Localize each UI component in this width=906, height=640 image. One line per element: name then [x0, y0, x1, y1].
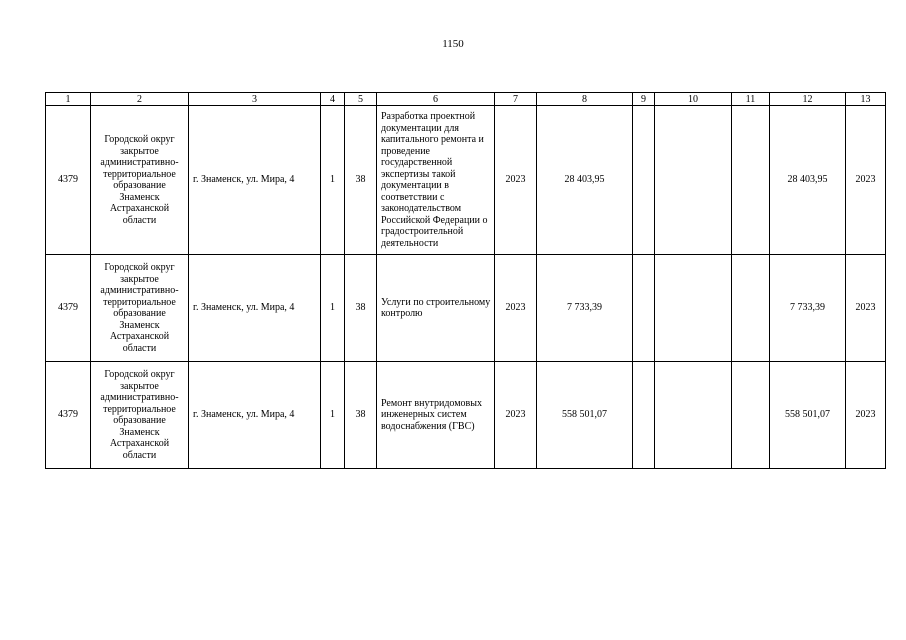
cell-col4: 1 — [321, 362, 345, 469]
cell-end-year: 2023 — [846, 106, 886, 255]
cell-address: г. Знаменск, ул. Мира, 4 — [189, 362, 321, 469]
cell-total: 558 501,07 — [770, 362, 846, 469]
cell-col9 — [633, 255, 655, 362]
header-row — [46, 93, 886, 106]
cell-work-type: Услуги по строительному контролю — [377, 255, 495, 362]
column-header: 8 — [537, 93, 633, 106]
cell-total: 7 733,39 — [770, 255, 846, 362]
cell-municipality: Городской округ закрытое административно-территориальное образование Знаменск Астраханской области — [91, 362, 189, 469]
cell-year: 2023 — [495, 362, 537, 469]
cell-id: 4379 — [46, 362, 91, 469]
column-header: 2 — [91, 93, 189, 106]
cell-work-type: Разработка проектной документации для капитального ремонта и проведение государственной экспертизы такой документации в соответствии с законодательством Российской Федерации о градостроительной деятельности — [377, 106, 495, 255]
column-header: 4 — [321, 93, 345, 106]
column-header: 13 — [846, 93, 886, 106]
cell-address: г. Знаменск, ул. Мира, 4 — [189, 106, 321, 255]
cell-cost: 7 733,39 — [537, 255, 633, 362]
cell-cost: 28 403,95 — [537, 106, 633, 255]
cell-id: 4379 — [46, 255, 91, 362]
table-row — [46, 362, 886, 469]
cell-col11 — [732, 255, 770, 362]
page-number: 1150 — [442, 38, 464, 50]
cell-municipality: Городской округ закрытое административно-территориальное образование Знаменск Астраханской области — [91, 255, 189, 362]
table-row — [46, 255, 886, 362]
cell-work-type: Ремонт внутридомовых инженерных систем водоснабжения (ГВС) — [377, 362, 495, 469]
column-header: 6 — [377, 93, 495, 106]
cell-col10 — [655, 362, 732, 469]
column-header: 9 — [633, 93, 655, 106]
column-header: 1 — [46, 93, 91, 106]
cell-col11 — [732, 362, 770, 469]
cell-id: 4379 — [46, 106, 91, 255]
cell-col9 — [633, 362, 655, 469]
cell-col10 — [655, 106, 732, 255]
cell-municipality: Городской округ закрытое административно-территориальное образование Знаменск Астраханской области — [91, 106, 189, 255]
column-header: 5 — [345, 93, 377, 106]
column-header: 10 — [655, 93, 732, 106]
cell-col5: 38 — [345, 255, 377, 362]
column-header: 12 — [770, 93, 846, 106]
table-row — [46, 106, 886, 255]
cell-col5: 38 — [345, 362, 377, 469]
cell-col10 — [655, 255, 732, 362]
cell-cost: 558 501,07 — [537, 362, 633, 469]
cell-end-year: 2023 — [846, 255, 886, 362]
cell-col11 — [732, 106, 770, 255]
cell-end-year: 2023 — [846, 362, 886, 469]
column-header: 3 — [189, 93, 321, 106]
cell-address: г. Знаменск, ул. Мира, 4 — [189, 255, 321, 362]
cell-year: 2023 — [495, 255, 537, 362]
cell-col4: 1 — [321, 106, 345, 255]
column-header: 11 — [732, 93, 770, 106]
registry-table — [45, 92, 886, 469]
cell-year: 2023 — [495, 106, 537, 255]
cell-total: 28 403,95 — [770, 106, 846, 255]
cell-col9 — [633, 106, 655, 255]
cell-col5: 38 — [345, 106, 377, 255]
cell-col4: 1 — [321, 255, 345, 362]
column-header: 7 — [495, 93, 537, 106]
